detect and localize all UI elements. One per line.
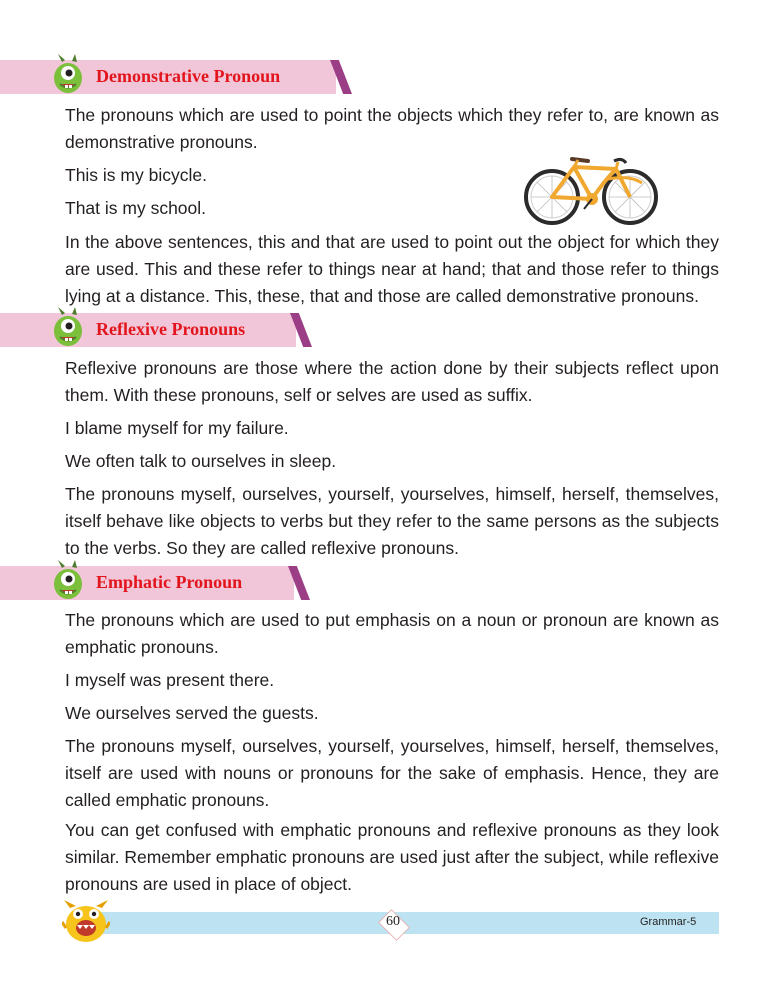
example-sentence: I blame myself for my failure. [65,418,289,438]
book-title: Grammar-5 [640,916,697,928]
section-header-demonstrative [0,60,352,94]
bicycle-illustration [522,153,662,225]
paragraph: In the above sentences, this and that are used to point out the object for which they are used. This and these refer to things near at hand; that and those refer to things lying at a distance. This, these, that and those are called demonstrative pronouns. [65,232,719,306]
page-number: 60 [386,914,400,929]
section-heading: Emphatic Pronoun [96,572,243,592]
example-sentence: We ourselves served the guests. [65,703,319,723]
section-heading: Demonstrative Pronoun [96,66,281,86]
example-sentence: We often talk to ourselves in sleep. [65,451,337,471]
paragraph: The pronouns myself, ourselves, yourself, yourselves, himself, herself, themselves, itself are used with nouns or pronouns for the sake of emphasis. Hence, they are called emphatic pronouns. [65,736,719,810]
section-heading: Reflexive Pronouns [96,319,246,339]
monster-mascot-icon [48,54,88,96]
paragraph: The pronouns which are used to put emphasis on a noun or pronoun are known as emphatic pronouns. [65,610,719,657]
example-sentence: I myself was present there. [65,670,275,690]
paragraph: The pronouns which are used to point the objects which they refer to, are known as demonstrative pronouns. [65,105,719,152]
paragraph: The pronouns myself, ourselves, yourself, yourselves, himself, herself, themselves, itself behave like objects to verbs but they refer to the same persons as the subjects to the verbs. So they are called reflexive pronouns. [65,484,719,558]
example-sentence: This is my bicycle. [65,165,207,185]
section-header-emphatic [0,566,352,600]
monster-mascot-icon [48,307,88,349]
section-header-reflexive [0,313,352,347]
yellow-monster-icon [62,898,110,944]
paragraph: Reflexive pronouns are those where the action done by their subjects reflect upon them. With these pronouns, self or selves are used as suffix. [65,358,719,405]
paragraph: You can get confused with emphatic pronouns and reflexive pronouns as they look similar. Remember emphatic pronouns are used just after the subject, while reflexive pronouns are used in place of object. [65,820,719,894]
example-sentence: That is my school. [65,198,207,218]
monster-mascot-icon [48,560,88,602]
